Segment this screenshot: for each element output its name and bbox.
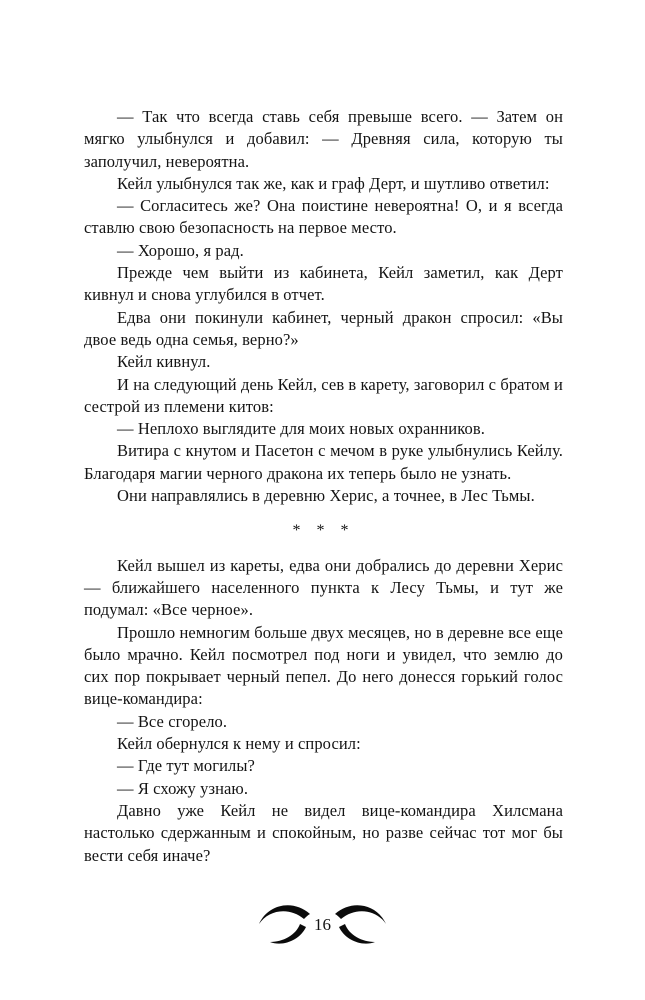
paragraph: — Я схожу узнаю. <box>117 778 249 798</box>
paragraph: Витира с кнутом и Пасетон с мечом в руке улыбнулись Кейлу. Благодаря магии черного дракона их теперь было не узнать. <box>84 441 563 483</box>
paragraph: Кейл обернулся к нему и спросил: <box>117 734 361 754</box>
paragraph: — Где тут могилы? <box>117 756 255 776</box>
paragraph: — Все сгорело. <box>117 711 228 731</box>
text-block <box>84 106 563 867</box>
page-footer <box>0 902 645 948</box>
paragraph: — Согласитесь же? Она поистине невероятна! О, и я всегда ставлю свою безопасность на первое место. <box>84 196 563 238</box>
paragraph: — Хорошо, я рад. <box>117 240 244 260</box>
paragraph: Прежде чем выйти из кабинета, Кейл заметил, как Дерт кивнул и снова углубился в отчет. <box>84 263 563 305</box>
scene-separator: * * * <box>292 522 355 540</box>
paragraph: Кейл вышел из кареты, едва они добрались до деревни Херис — ближайшего населенного пункта к Лесу Тьмы, и тут же подумал: «Все черное». <box>84 555 563 620</box>
paragraph: Едва они покинули кабинет, черный дракон спросил: «Вы двое ведь одна семья, верно?» <box>84 307 563 349</box>
paragraph: — Неплохо выглядите для моих новых охранников. <box>117 419 485 439</box>
paragraph: Они направлялись в деревню Херис, а точнее, в Лес Тьмы. <box>117 486 535 506</box>
paragraph: Кейл улыбнулся так же, как и граф Дерт, и шутливо ответил: <box>117 173 550 193</box>
wing-flourish-right-icon <box>334 902 386 948</box>
wing-flourish-left-icon <box>259 902 311 948</box>
paragraph: — Так что всегда ставь себя превыше всего. — Затем он мягко улыбнулся и добавил: — Древняя сила, которую ты заполучил, невероятна. <box>84 107 563 171</box>
paragraph: Кейл кивнул. <box>117 352 211 372</box>
paragraph: Прошло немногим больше двух месяцев, но в деревне все еще было мрачно. Кейл посмотрел под ноги и увидел, что землю до сих пор покрывает черный пепел. До него донесся горький голос вице-командира: <box>84 622 563 709</box>
paragraph: Давно уже Кейл не видел вице-командира Хилсмана настолько сдержанным и спокойным, но разве сейчас тот мог бы вести себя иначе? <box>84 800 563 865</box>
paragraph: И на следующий день Кейл, сев в карету, заговорил с братом и сестрой из племени китов: <box>84 374 563 416</box>
page-number: 16 <box>314 915 331 934</box>
